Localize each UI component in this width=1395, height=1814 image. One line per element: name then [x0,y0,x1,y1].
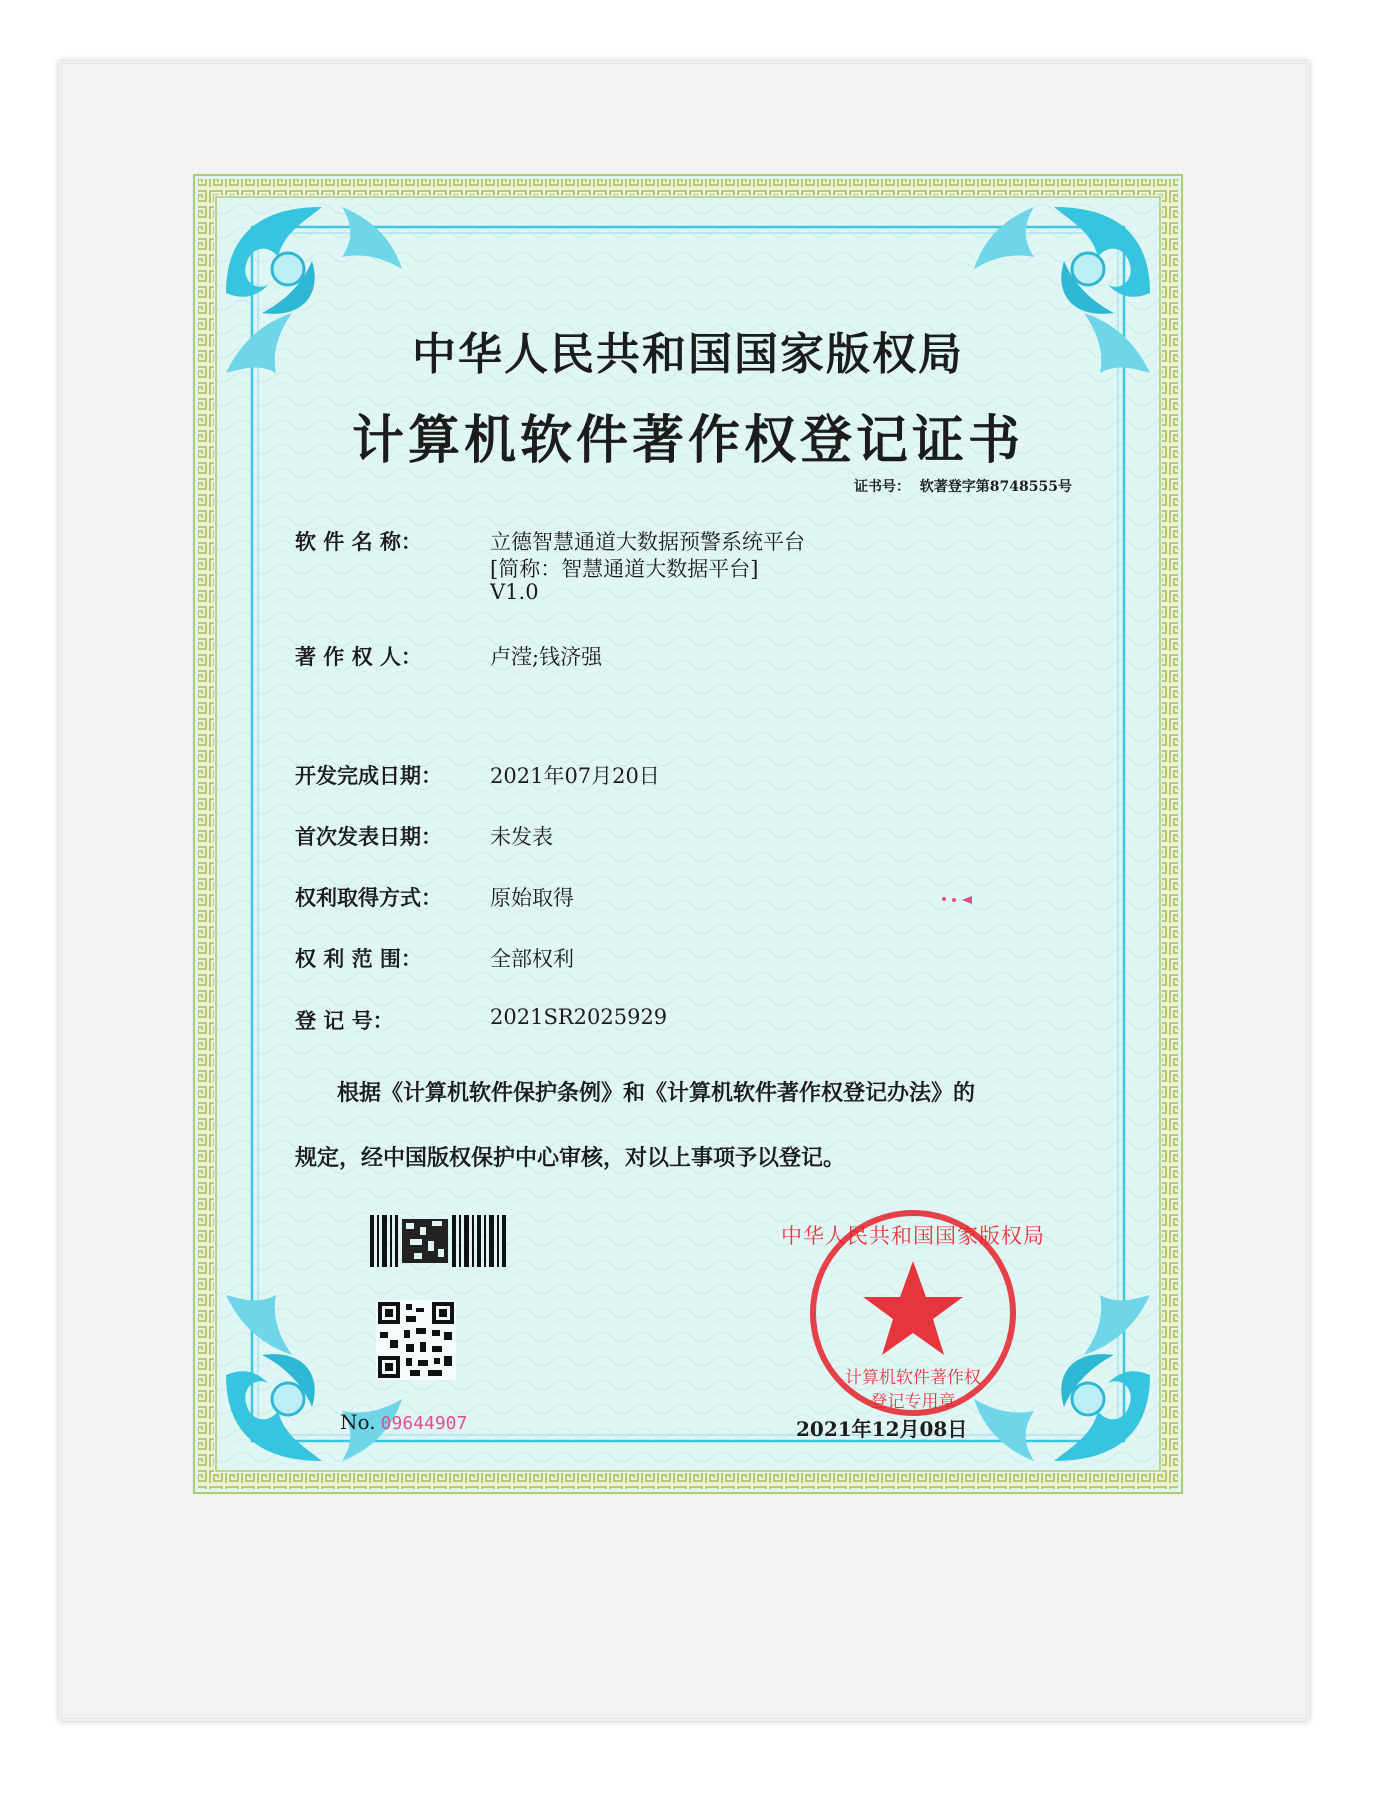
seal-inner-line2: 登记专用章 [870,1392,956,1412]
label-software-name: 软 件 名 称： [295,529,422,554]
label-acquisition-method: 权利取得方式： [295,885,442,910]
barcode [370,1215,506,1267]
certificate-title: 计算机软件著作权登记证书 [351,410,1024,471]
value-software-short-name: [简称：智慧通道大数据平台] [490,557,759,581]
statement-line-2: 规定，经中国版权保护中心审核，对以上事项予以登记。 [295,1145,846,1171]
value-rights-scope: 全部权利 [490,947,574,971]
seal-inner-line1: 计算机软件著作权 [845,1368,981,1388]
serial-label: No. [340,1410,376,1434]
certificate [192,173,1184,1495]
label-publish-date: 首次发表日期： [295,824,442,849]
value-publish-date: 未发表 [490,825,553,849]
value-completion-date: 2021年07月20日 [490,764,660,788]
value-acquisition-method: 原始取得 [490,886,574,910]
label-copyright-owner: 著 作 权 人： [295,644,422,669]
label-completion-date: 开发完成日期： [295,763,442,788]
label-registration-number: 登 记 号： [295,1008,394,1033]
value-software-name: 立德智慧通道大数据预警系统平台 [490,530,805,554]
certificate-number [854,476,1072,496]
value-copyright-owner: 卢滢;钱济强 [490,645,603,669]
value-software-version: V1.0 [490,580,539,604]
issue-date: 2021年12月08日 [796,1417,968,1441]
cert-number-label: 证书号： [854,479,911,495]
serial-value: 09644907 [380,1413,468,1434]
seal-outer-text: 中华人民共和国国家版权局 [781,1224,1045,1248]
statement-line-1: 根据《计算机软件保护条例》和《计算机软件著作权登记办法》的 [337,1080,976,1106]
qr-code [376,1300,456,1380]
cert-number-value: 软著登字第8748555号 [919,479,1072,495]
issuer-title: 中华人民共和国国家版权局 [412,329,964,380]
value-registration-number: 2021SR2025929 [490,1005,668,1029]
label-rights-scope: 权 利 范 围： [295,946,422,971]
serial-number [340,1410,467,1434]
